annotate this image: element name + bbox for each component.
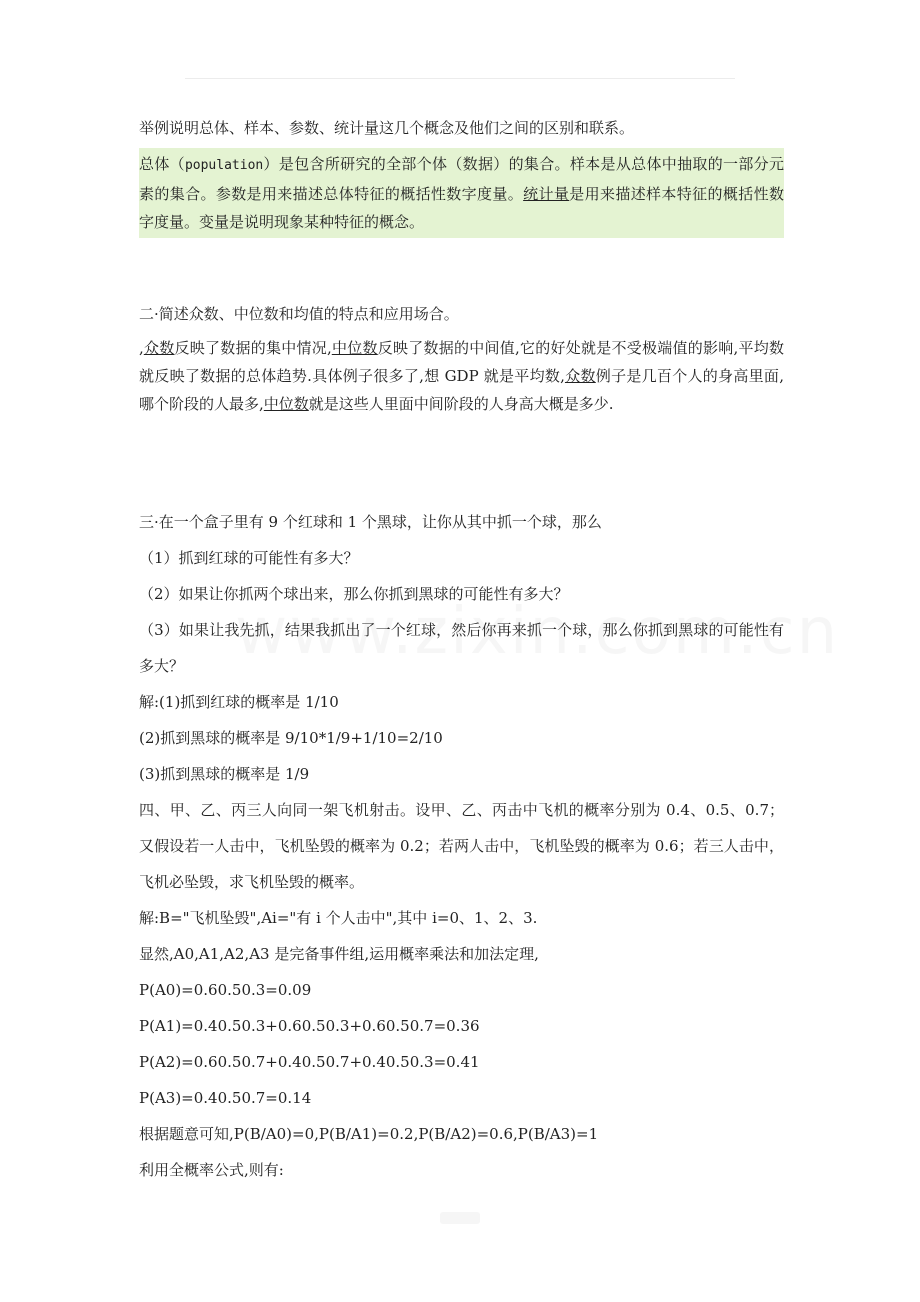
q2-answer bbox=[139, 334, 784, 418]
q2-answer-part: 反映了数据的中间值,它的好处就是不受极端值的影响,平均数就反映了数据的总体趋势.具体例子很多了,想 GDP 就是平均数, bbox=[139, 339, 784, 385]
q2-link-median[interactable]: 中位数 bbox=[263, 395, 309, 413]
q4-conditional-probabilities: 根据题意可知,P(B/A0)=0,P(B/A1)=0.2,P(B/A2)=0.6,P(B/A3)=1 bbox=[139, 1125, 599, 1143]
q1-answer-part: ）是包含所研究的全部个体（数据）的集合。样本是从总体中抽取的一部分元素的集合。参数是用来描述总体特征的概括性数字度量。 bbox=[139, 155, 784, 203]
q3-item-1: （1）抓到红球的可能性有多大？ bbox=[139, 549, 359, 567]
q2-answer-part: 就是这些人里面中间阶段的人身高大概是多少. bbox=[308, 395, 614, 413]
q3-solution-1: 解:(1)抓到红球的概率是 1/10 bbox=[139, 693, 339, 711]
q3-title: 三·在一个盒子里有 9 个红球和 1 个黑球，让你从其中抓一个球，那么 bbox=[139, 513, 602, 531]
q2-title: 二·简述众数、中位数和均值的特点和应用场合。 bbox=[139, 305, 459, 323]
q1-answer-term-population: population bbox=[184, 158, 264, 173]
q4-formula-pa3: P(A3)=0.40.50.7=0.14 bbox=[139, 1089, 312, 1107]
q4-solution-line: 解:B="飞机坠毁",Ai="有 i 个人击中",其中 i=0、1、2、3. bbox=[139, 909, 538, 927]
q4-formula-pa2: P(A2)=0.60.50.7+0.40.50.7+0.40.50.3=0.41 bbox=[139, 1053, 480, 1071]
q4-formula-pa1: P(A1)=0.40.50.3+0.60.50.3+0.60.50.7=0.36 bbox=[139, 1017, 480, 1035]
q1-answer-highlighted bbox=[139, 148, 784, 238]
q2-link-median[interactable]: 中位数 bbox=[331, 339, 378, 357]
q1-answer-part: 总体（ bbox=[139, 155, 185, 173]
document-body bbox=[139, 114, 784, 1188]
q2-link-mode[interactable]: 众数 bbox=[143, 339, 175, 357]
q4-total-probability-intro: 利用全概率公式,则有: bbox=[139, 1161, 284, 1179]
q2-answer-part: , bbox=[139, 339, 144, 357]
q4-section bbox=[139, 792, 784, 1188]
section-spacer bbox=[139, 238, 784, 300]
q3-item-2: （2）如果让你抓两个球出来，那么你抓到黑球的可能性有多大？ bbox=[139, 585, 569, 603]
q2-answer-part: 反映了数据的集中情况, bbox=[174, 339, 332, 357]
q3-section bbox=[139, 504, 784, 792]
q1-title: 举例说明总体、样本、参数、统计量这几个概念及他们之间的区别和联系。 bbox=[139, 119, 635, 137]
q4-formula-pa0: P(A0)=0.60.50.3=0.09 bbox=[139, 981, 312, 999]
page-footer-mark bbox=[440, 1212, 480, 1224]
q4-title: 四、甲、乙、丙三人向同一架飞机射击。设甲、乙、丙击中飞机的概率分别为 0.4、0.5、0.7；又假设若一人击中，飞机坠毁的概率为 0.2；若两人击中，飞机坠毁的概率为 0.6；若三人击中，飞机必坠毁，求飞机坠毁的概率。 bbox=[139, 801, 784, 891]
q3-item-3: （3）如果让我先抓，结果我抓出了一个红球，然后你再来抓一个球，那么你抓到黑球的可能性有多大？ bbox=[139, 621, 784, 675]
q3-solution-3: (3)抓到黑球的概率是 1/9 bbox=[139, 765, 310, 783]
q4-solution-line: 显然,A0,A1,A2,A3 是完备事件组,运用概率乘法和加法定理, bbox=[139, 945, 539, 963]
section-spacer bbox=[139, 418, 784, 504]
q2-answer-part: 例子是几百个人的身高里面,哪个阶段的人最多, bbox=[139, 367, 784, 413]
q2-link-mode[interactable]: 众数 bbox=[564, 367, 596, 385]
q1-answer-link-statistic[interactable]: 统计量 bbox=[523, 185, 570, 203]
page-header-rule bbox=[185, 78, 735, 79]
q1-answer-part: 是用来描述样本特征的概括性数字度量。变量是说明现象某种特征的概念。 bbox=[139, 185, 784, 231]
q3-solution-2: (2)抓到黑球的概率是 9/10*1/9+1/10=2/10 bbox=[139, 729, 443, 747]
